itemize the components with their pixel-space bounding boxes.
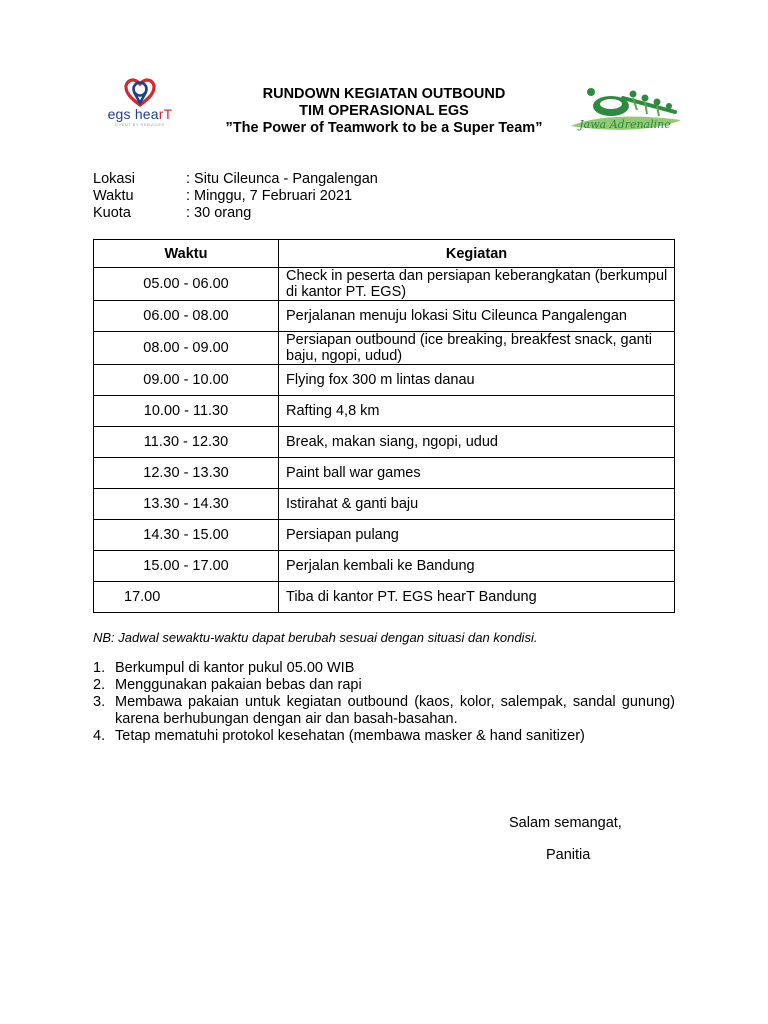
header-activity: Kegiatan: [279, 240, 675, 268]
table-row: [94, 365, 675, 396]
info-row-quota: [93, 205, 378, 222]
row-activity: Paint ball war games: [279, 458, 675, 489]
list-number: 4.: [93, 728, 106, 744]
list-number: 1.: [93, 660, 106, 676]
logo-right-text: Jawa Adrenaline: [579, 118, 671, 131]
row-time: 11.30 - 12.30: [94, 427, 279, 458]
row-activity: Istirahat & ganti baju: [279, 489, 675, 520]
row-time: 05.00 - 06.00: [94, 268, 279, 301]
closing-signer: Panitia: [546, 847, 591, 863]
table-header-row: [94, 240, 675, 268]
table-row: [94, 427, 675, 458]
row-time: 17.00: [94, 582, 279, 613]
list-item: [93, 677, 675, 694]
document-header: [180, 86, 588, 137]
header-time: Waktu: [94, 240, 279, 268]
info-label: Waktu: [93, 188, 134, 204]
row-activity: Break, makan siang, ngopi, udud: [279, 427, 675, 458]
list-number: 2.: [93, 677, 106, 693]
title-line-2: TIM OPERASIONAL EGS: [299, 103, 469, 119]
row-time: 10.00 - 11.30: [94, 396, 279, 427]
instructions-list: [93, 660, 675, 745]
list-text: Berkumpul di kantor pukul 05.00 WIB: [115, 660, 355, 676]
table-row: [94, 332, 675, 365]
info-label: Kuota: [93, 205, 131, 221]
list-text: Tetap mematuhi protokol kesehatan (membawa masker & hand sanitizer): [115, 728, 585, 744]
row-time: 14.30 - 15.00: [94, 520, 279, 551]
list-item: [93, 660, 675, 677]
table-row: [94, 396, 675, 427]
list-text: Menggunakan pakaian bebas dan rapi: [115, 677, 362, 693]
table-row: [94, 301, 675, 332]
table-row: [94, 458, 675, 489]
list-number: 3.: [93, 694, 106, 710]
schedule-note: NB: Jadwal sewaktu-waktu dapat berubah sesuai dengan situasi dan kondisi.: [93, 630, 538, 645]
row-activity: Check in peserta dan persiapan keberangkatan (berkumpul di kantor PT. EGS): [279, 268, 675, 301]
info-value: : Minggu, 7 Februari 2021: [186, 188, 353, 204]
logo-brand-text: egs hearT: [107, 106, 173, 122]
row-activity: Persiapan pulang: [279, 520, 675, 551]
table-row: [94, 551, 675, 582]
row-activity: Flying fox 300 m lintas danau: [279, 365, 675, 396]
row-time: 13.30 - 14.30: [94, 489, 279, 520]
info-value: : Situ Cileunca - Pangalengan: [186, 171, 378, 187]
info-value: : 30 orang: [186, 205, 252, 221]
row-activity: Persiapan outbound (ice breaking, breakfest snack, ganti baju, ngopi, udud): [279, 332, 675, 365]
info-row-location: [93, 171, 378, 188]
list-item: [93, 694, 675, 728]
table-row: [94, 520, 675, 551]
row-time: 12.30 - 13.30: [94, 458, 279, 489]
list-item: [93, 728, 675, 745]
table-row: [94, 582, 675, 613]
list-text: Membawa pakaian untuk kegiatan outbound (kaos, kolor, salempak, sandal gunung) karena berhubungan dengan air dan basah-basahan.: [115, 694, 675, 727]
closing-greeting: Salam semangat,: [509, 815, 622, 831]
row-activity: Perjalanan menuju lokasi Situ Cileunca Pangalengan: [279, 301, 675, 332]
row-time: 15.00 - 17.00: [94, 551, 279, 582]
schedule-table: [93, 239, 675, 613]
row-activity: Rafting 4,8 km: [279, 396, 675, 427]
row-time: 06.00 - 08.00: [94, 301, 279, 332]
row-time: 09.00 - 10.00: [94, 365, 279, 396]
table-row: [94, 268, 675, 301]
row-time: 08.00 - 09.00: [94, 332, 279, 365]
title-line-1: RUNDOWN KEGIATAN OUTBOUND: [262, 86, 506, 102]
heart-location-icon: [123, 78, 157, 108]
logo-tagline: EVENT BY SERVICES: [115, 122, 165, 127]
row-activity: Perjalan kembali ke Bandung: [279, 551, 675, 582]
info-label: Lokasi: [93, 171, 135, 187]
table-row: [94, 489, 675, 520]
egs-heart-logo: [100, 78, 180, 140]
title-line-3: ”The Power of Teamwork to be a Super Team”: [225, 120, 543, 136]
event-info: [93, 171, 378, 222]
info-row-time: [93, 188, 378, 205]
row-activity: Tiba di kantor PT. EGS hearT Bandung: [279, 582, 675, 613]
